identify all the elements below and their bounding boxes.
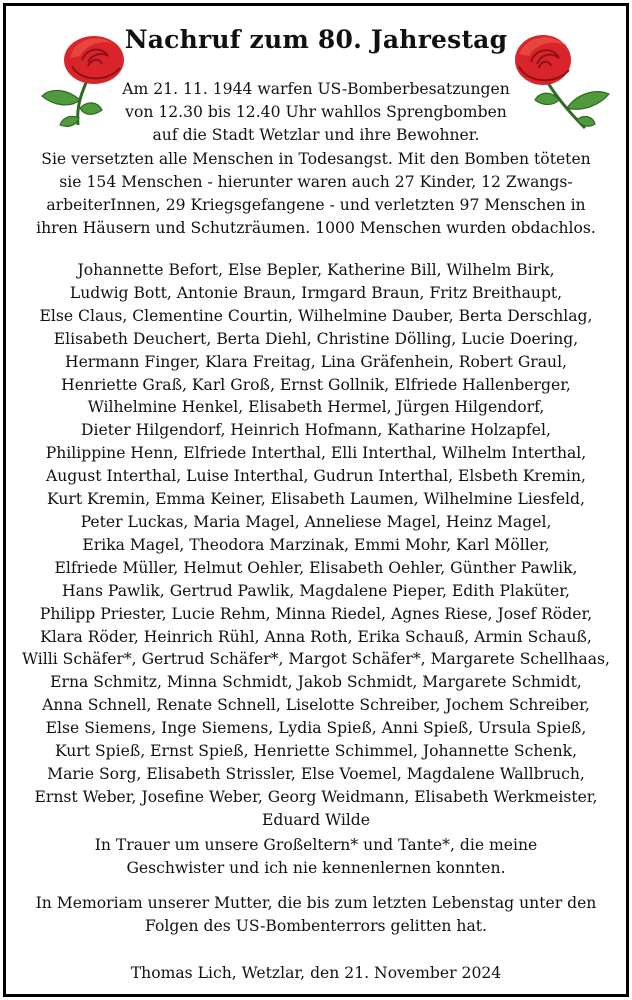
names-line: Else Claus, Clementine Courtin, Wilhelmine Dauber, Berta Derschlag, (39, 306, 593, 325)
names-line: Else Siemens, Inge Siemens, Lydia Spieß, Anni Spieß, Ursula Spieß, (45, 719, 587, 738)
memoriam-line: Folgen des US-Bombenterrors gelitten hat. (145, 917, 487, 935)
intro-line: ihren Häusern und Schutzräumen. 1000 Menschen wurden obdachlos. (36, 219, 596, 238)
names-line: Erika Magel, Theodora Marzinak, Emmi Mohr, Karl Möller, (82, 535, 550, 554)
mourning-line: In Trauer um unsere Großeltern* und Tante*, die meine (94, 836, 538, 854)
intro-line: von 12.30 bis 12.40 Uhr wahllos Sprengbomben (125, 103, 507, 122)
names-line: Marie Sorg, Elisabeth Strissler, Else Voemel, Magdalene Wallbruch, (47, 764, 585, 783)
names-line: Wilhelmine Henkel, Elisabeth Hermel, Jürgen Hilgendorf, (87, 398, 545, 417)
names-line: Kurt Kremin, Emma Keiner, Elisabeth Laumen, Wilhelmine Liesfeld, (47, 490, 585, 509)
page-title: Nachruf zum 80. Jahrestag (124, 25, 508, 54)
names-line: August Interthal, Luise Interthal, Gudrun Interthal, Elsbeth Kremin, (45, 467, 587, 486)
names-line: Ludwig Bott, Antonie Braun, Irmgard Braun, Fritz Breithaupt, (69, 283, 563, 302)
names-line: Willi Schäfer*, Gertrud Schäfer*, Margot Schäfer*, Margarete Schellhaas, (22, 650, 610, 669)
names-line: Kurt Spieß, Ernst Spieß, Henriette Schimmel, Johannette Schenk, (54, 742, 578, 761)
names-line: Anna Schnell, Renate Schnell, Liselotte Schreiber, Jochem Schreiber, (42, 696, 590, 715)
intro-line: auf die Stadt Wetzlar und ihre Bewohner. (152, 126, 480, 145)
names-line: Hermann Finger, Klara Freitag, Lina Gräfenhein, Robert Graul, (64, 352, 568, 371)
intro-line: Am 21. 11. 1944 warfen US-Bomberbesatzungen (122, 80, 510, 98)
memoriam-paragraph (16, 892, 616, 938)
names-line: Elisabeth Deuchert, Berta Diehl, Christine Dölling, Lucie Doering, (53, 329, 579, 348)
memoriam-line: In Memoriam unserer Mutter, die bis zum letzten Lebenstag unter den (35, 894, 597, 912)
signature-line: Thomas Lich, Wetzlar, den 21. November 2024 (130, 964, 502, 982)
names-line: Hans Pawlik, Gertrud Pawlik, Magdalene Pieper, Edith Plaküter, (62, 581, 570, 600)
names-line: Peter Luckas, Maria Magel, Anneliese Magel, Heinz Magel, (80, 512, 552, 531)
names-line: Elfriede Müller, Helmut Oehler, Elisabeth Oehler, Günther Pawlik, (54, 558, 578, 577)
names-line: Klara Röder, Heinrich Rühl, Anna Roth, Erika Schauß, Armin Schauß, (40, 627, 592, 646)
names-line: Johannette Befort, Else Bepler, Katherine Bill, Wilhelm Birk, (77, 261, 555, 279)
intro-paragraph (16, 78, 616, 240)
intro-line: Sie versetzten alle Menschen in Todesangst. Mit den Bomben töteten (41, 149, 591, 168)
victims-list (14, 259, 618, 832)
names-line: Philippine Henn, Elfriede Interthal, Elli Interthal, Wilhelm Interthal, (45, 444, 587, 463)
intro-line: arbeiterInnen, 29 Kriegsgefangene - und verletzten 97 Menschen in (46, 196, 586, 215)
intro-line: sie 154 Menschen - hierunter waren auch 27 Kinder, 12 Zwangs- (59, 172, 573, 191)
mourning-line: Geschwister und ich nie kennenlernen konnten. (126, 859, 506, 877)
obituary-frame (3, 3, 629, 997)
names-line: Erna Schmitz, Minna Schmidt, Jakob Schmidt, Margarete Schmidt, (50, 673, 582, 692)
names-line: Eduard Wilde (261, 810, 371, 829)
names-line: Philipp Priester, Lucie Rehm, Minna Riedel, Agnes Riese, Josef Röder, (39, 604, 593, 623)
names-line: Dieter Hilgendorf, Heinrich Hofmann, Katharine Holzapfel, (81, 421, 551, 440)
names-line: Ernst Weber, Josefine Weber, Georg Weidmann, Elisabeth Werkmeister, (34, 787, 598, 806)
mourning-paragraph (16, 834, 616, 880)
names-line: Henriette Graß, Karl Groß, Ernst Gollnik, Elfriede Hallenberger, (61, 375, 571, 394)
